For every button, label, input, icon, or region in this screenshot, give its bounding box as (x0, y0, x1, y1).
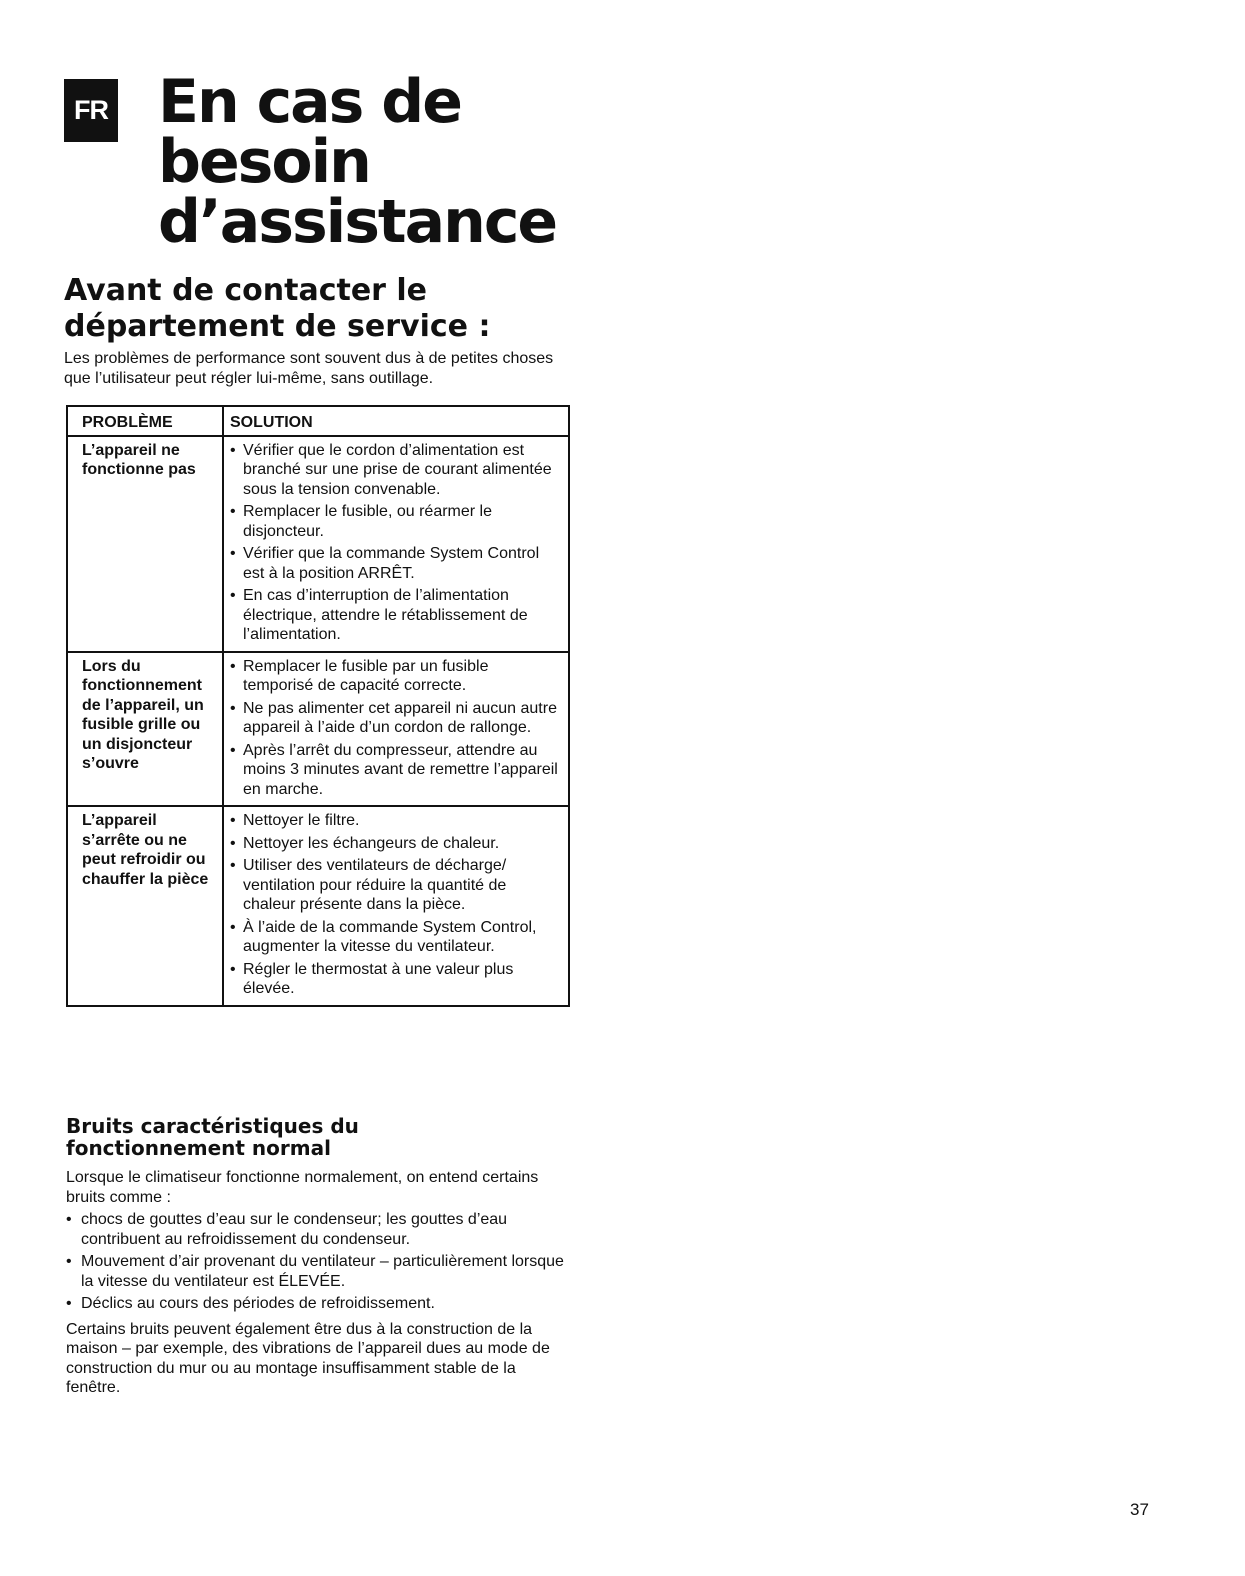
bullet-icon: • (230, 812, 236, 829)
bullet-icon: • (230, 857, 236, 874)
solution-item: • Nettoyer le filtre. (230, 812, 360, 829)
solution-item: • Après l’arrêt du compresseur, attendre au moins 3 minutes avant de remettre l’appareil en marche. (230, 741, 558, 798)
bullet-icon: • (230, 587, 236, 604)
section-title-line: département de service : (64, 309, 491, 344)
solution-item: • À l’aide de la commande System Control, augmenter la vitesse du ventilateur. (230, 918, 537, 955)
solution-cell (223, 652, 569, 807)
solution-item: • Remplacer le fusible, ou réarmer le disjoncteur. (230, 503, 492, 540)
bullet-icon: • (230, 918, 236, 936)
solution-item: • Ne pas alimenter cet appareil ni aucun autre appareil à l’aide d’un cordon de rallonge. (230, 699, 557, 736)
table-row (67, 652, 569, 807)
table-row (67, 806, 569, 1006)
section-title (64, 273, 490, 345)
solution-item: • Utiliser des ventilateurs de décharge/ ventilation pour réduire la quantité de chaleur présente dans la pièce. (230, 857, 507, 913)
problem-cell: L’appareil ne fonctionne pas (67, 436, 223, 652)
list-item: • Mouvement d’air provenant du ventilateur – particulièrement lorsque la vitesse du ventilateur est ÉLEVÉE. (66, 1253, 564, 1290)
title-line: besoin (158, 127, 370, 197)
solution-list (228, 811, 562, 999)
bullet-icon: • (230, 834, 236, 852)
list-item: • Déclics au cours des périodes de refroidissement. (66, 1295, 435, 1312)
noise-list (66, 1210, 566, 1314)
closing-paragraph: Certains bruits peuvent également être dus à la construction de la maison – par exemple, des vibrations de l’appareil dues au mode de construction du mur ou au montage insuffisamment stable de la fenêtre. (66, 1320, 550, 1396)
title-line: En cas de (158, 67, 461, 137)
troubleshooting-table (66, 405, 570, 1007)
solution-item: • Régler le thermostat à une valeur plus élevée. (230, 960, 514, 997)
solution-item: • En cas d’interruption de l’alimentation électrique, attendre le rétablissement de l’alimentation. (230, 587, 528, 643)
list-item: • chocs de gouttes d’eau sur le condenseur; les gouttes d’eau contribuent au refroidissement du condenseur. (66, 1211, 508, 1248)
bullet-icon: • (230, 741, 236, 759)
solution-item: • Vérifier que le cordon d’alimentation est branché sur une prise de courant alimentée sous la tension convenable. (230, 441, 552, 498)
bullet-icon: • (230, 699, 236, 717)
table-header-row (67, 406, 569, 436)
bullet-icon: • (230, 545, 236, 562)
column-header-problem: PROBLÈME (67, 406, 223, 436)
noise-intro: Lorsque le climatiseur fonctionne normalement, on entend certains bruits comme : (66, 1169, 539, 1206)
solution-list (228, 657, 562, 800)
solution-cell (223, 436, 569, 652)
bullet-icon: • (230, 503, 236, 520)
intro-paragraph: Les problèmes de performance sont souvent dus à de petites choses que l’utilisateur peut régler lui-même, sans outillage. (64, 350, 554, 387)
problem-cell: Lors du fonctionnement de l’appareil, un fusible grille ou un disjoncteur s’ouvre (67, 652, 223, 807)
bullet-icon: • (66, 1295, 72, 1312)
bullet-icon: • (66, 1211, 72, 1228)
bullet-icon: • (230, 441, 236, 459)
section-title-line: Avant de contacter le (64, 273, 428, 308)
solution-item: • Nettoyer les échangeurs de chaleur. (230, 834, 500, 852)
title-line: d’assistance (158, 187, 557, 257)
problem-cell: L’appareil s’arrête ou ne peut refroidir ou chauffer la pièce (67, 806, 223, 1006)
solution-item: • Remplacer le fusible par un fusible temporisé de capacité correcte. (230, 657, 489, 694)
normal-noises-section (66, 1168, 566, 1398)
subsection-title-line: fonctionnement normal (66, 1136, 331, 1160)
page-number: 37 (1130, 1500, 1149, 1519)
bullet-icon: • (66, 1253, 72, 1270)
subsection-title-line: Bruits caractéristiques du (66, 1114, 359, 1138)
solution-item: • Vérifier que la commande System Control est à la position ARRÊT. (230, 545, 540, 582)
page-title (158, 67, 557, 257)
table-row (67, 436, 569, 652)
subsection-title (66, 1115, 359, 1159)
bullet-icon: • (230, 960, 236, 978)
language-badge: FR (64, 79, 118, 142)
bullet-icon: • (230, 657, 236, 675)
column-header-solution: SOLUTION (223, 406, 569, 436)
solution-list (228, 441, 562, 645)
solution-cell (223, 806, 569, 1006)
